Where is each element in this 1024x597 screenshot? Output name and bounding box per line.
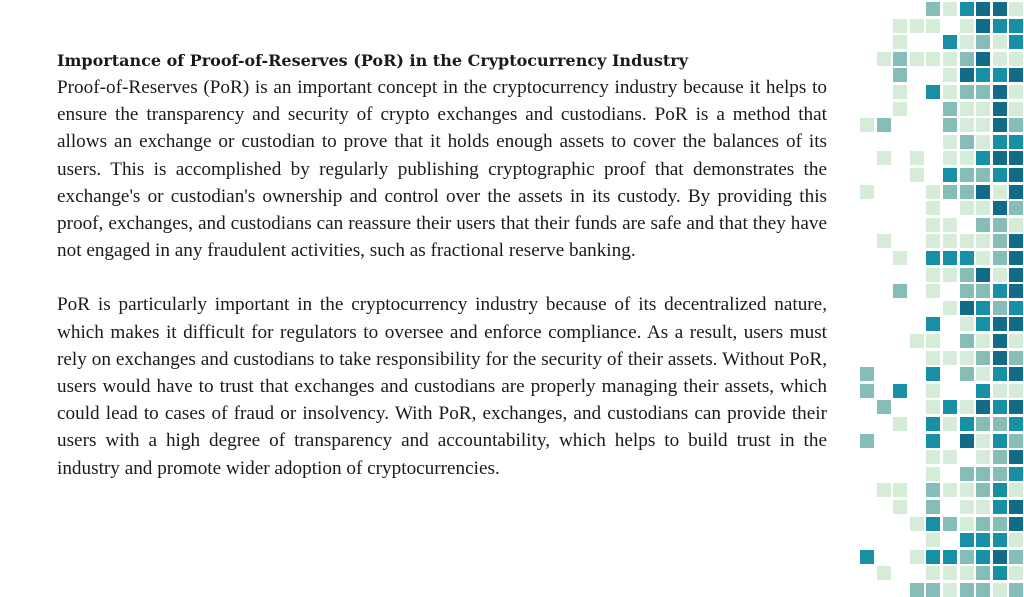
mosaic-square [893, 52, 907, 66]
mosaic-square [926, 2, 940, 16]
mosaic-square [893, 85, 907, 99]
mosaic-square [1009, 533, 1023, 547]
mosaic-square [893, 19, 907, 33]
mosaic-square [943, 185, 957, 199]
mosaic-square [960, 550, 974, 564]
mosaic-square [877, 483, 891, 497]
mosaic-square [960, 483, 974, 497]
mosaic-square [1009, 334, 1023, 348]
mosaic-square [1009, 102, 1023, 116]
mosaic-square [976, 168, 990, 182]
mosaic-square [1009, 367, 1023, 381]
mosaic-square [1009, 500, 1023, 514]
mosaic-square [943, 2, 957, 16]
mosaic-square [926, 19, 940, 33]
mosaic-square [943, 168, 957, 182]
mosaic-square [993, 317, 1007, 331]
decorative-square-mosaic [856, 0, 1024, 576]
mosaic-square [943, 417, 957, 431]
mosaic-square [1009, 566, 1023, 580]
mosaic-square [926, 566, 940, 580]
mosaic-square [926, 185, 940, 199]
mosaic-square [1009, 251, 1023, 265]
mosaic-square [976, 135, 990, 149]
mosaic-square [860, 185, 874, 199]
mosaic-square [1009, 52, 1023, 66]
mosaic-square [926, 85, 940, 99]
mosaic-square [960, 434, 974, 448]
mosaic-square [1009, 19, 1023, 33]
mosaic-square [893, 500, 907, 514]
mosaic-square [926, 400, 940, 414]
mosaic-square [943, 450, 957, 464]
mosaic-square [1009, 268, 1023, 282]
mosaic-square [976, 500, 990, 514]
mosaic-square [926, 268, 940, 282]
mosaic-square [926, 417, 940, 431]
mosaic-square [910, 168, 924, 182]
mosaic-square [976, 566, 990, 580]
mosaic-square [860, 384, 874, 398]
mosaic-square [976, 85, 990, 99]
mosaic-square [1009, 317, 1023, 331]
mosaic-square [976, 517, 990, 531]
mosaic-square [960, 135, 974, 149]
mosaic-square [976, 52, 990, 66]
mosaic-square [960, 367, 974, 381]
mosaic-square [1009, 218, 1023, 232]
mosaic-square [976, 268, 990, 282]
mosaic-square [993, 417, 1007, 431]
paragraph-2: PoR is particularly important in the cryptocurrency industry because of its decentralized nature, which makes it difficult for regulators to oversee and enforce compliance. As a result, users must rely on exchanges and custodians to take responsibility for the security of their assets. Without PoR, users would have to trust that exchanges and custodians are properly managing their assets, which could lead to cases of fraud or insolvency. With PoR, exchanges, and custodians can provide their users with a high degree of transparency and accountability, which helps to build trust in the industry and promote wider adoption of cryptocurrencies. [57, 294, 827, 479]
mosaic-square [960, 351, 974, 365]
mosaic-square [943, 85, 957, 99]
mosaic-square [993, 118, 1007, 132]
mosaic-square [1009, 85, 1023, 99]
mosaic-square [993, 517, 1007, 531]
mosaic-square [976, 334, 990, 348]
mosaic-square [1009, 417, 1023, 431]
mosaic-square [926, 434, 940, 448]
mosaic-square [993, 135, 1007, 149]
mosaic-square [993, 450, 1007, 464]
mosaic-square [993, 566, 1007, 580]
mosaic-square [893, 284, 907, 298]
mosaic-square [1009, 351, 1023, 365]
mosaic-square [943, 483, 957, 497]
mosaic-square [926, 284, 940, 298]
mosaic-square [976, 35, 990, 49]
mosaic-square [1009, 301, 1023, 315]
mosaic-square [926, 583, 940, 597]
mosaic-square [1009, 35, 1023, 49]
mosaic-square [993, 351, 1007, 365]
mosaic-square [976, 2, 990, 16]
mosaic-square [910, 583, 924, 597]
mosaic-square [960, 317, 974, 331]
mosaic-square [926, 533, 940, 547]
mosaic-square [1009, 185, 1023, 199]
mosaic-square [943, 68, 957, 82]
mosaic-square [993, 384, 1007, 398]
mosaic-square [926, 251, 940, 265]
mosaic-square [960, 52, 974, 66]
mosaic-square [993, 284, 1007, 298]
mosaic-square [926, 334, 940, 348]
mosaic-square [943, 118, 957, 132]
mosaic-square [993, 301, 1007, 315]
mosaic-square [1009, 583, 1023, 597]
mosaic-square [926, 467, 940, 481]
mosaic-square [993, 218, 1007, 232]
mosaic-square [926, 550, 940, 564]
mosaic-square [926, 384, 940, 398]
mosaic-square [1009, 168, 1023, 182]
mosaic-square [893, 384, 907, 398]
mosaic-square [976, 68, 990, 82]
mosaic-square [877, 118, 891, 132]
mosaic-square [860, 550, 874, 564]
mosaic-square [893, 251, 907, 265]
mosaic-square [993, 434, 1007, 448]
mosaic-square [976, 351, 990, 365]
mosaic-square [877, 52, 891, 66]
mosaic-square [877, 151, 891, 165]
mosaic-square [976, 417, 990, 431]
mosaic-square [976, 218, 990, 232]
mosaic-square [960, 251, 974, 265]
mosaic-square [1009, 483, 1023, 497]
mosaic-square [976, 367, 990, 381]
mosaic-square [1009, 434, 1023, 448]
mosaic-square [943, 234, 957, 248]
mosaic-square [943, 583, 957, 597]
mosaic-square [960, 35, 974, 49]
mosaic-square [943, 268, 957, 282]
mosaic-square [926, 218, 940, 232]
mosaic-square [993, 533, 1007, 547]
mosaic-square [1009, 400, 1023, 414]
mosaic-square [1009, 118, 1023, 132]
mosaic-square [976, 284, 990, 298]
mosaic-square [860, 118, 874, 132]
mosaic-square [993, 550, 1007, 564]
mosaic-square [960, 467, 974, 481]
mosaic-square [993, 168, 1007, 182]
mosaic-square [976, 483, 990, 497]
mosaic-square [976, 301, 990, 315]
mosaic-square [1009, 201, 1023, 215]
mosaic-square [993, 2, 1007, 16]
mosaic-square [893, 35, 907, 49]
mosaic-square [960, 102, 974, 116]
mosaic-square [976, 317, 990, 331]
mosaic-square [943, 52, 957, 66]
mosaic-square [960, 234, 974, 248]
mosaic-square [960, 417, 974, 431]
mosaic-square [926, 367, 940, 381]
mosaic-square [943, 351, 957, 365]
mosaic-square [877, 234, 891, 248]
mosaic-square [1009, 450, 1023, 464]
mosaic-square [926, 317, 940, 331]
mosaic-square [960, 2, 974, 16]
mosaic-square [926, 351, 940, 365]
mosaic-square [943, 550, 957, 564]
mosaic-square [943, 102, 957, 116]
mosaic-square [960, 151, 974, 165]
mosaic-square [993, 268, 1007, 282]
document-body [57, 47, 827, 482]
mosaic-square [976, 118, 990, 132]
mosaic-square [943, 566, 957, 580]
mosaic-square [976, 185, 990, 199]
mosaic-square [943, 218, 957, 232]
mosaic-square [960, 201, 974, 215]
mosaic-square [960, 301, 974, 315]
mosaic-square [943, 517, 957, 531]
mosaic-square [910, 550, 924, 564]
mosaic-square [926, 450, 940, 464]
mosaic-square [960, 583, 974, 597]
mosaic-square [960, 19, 974, 33]
mosaic-square [976, 102, 990, 116]
mosaic-square [976, 583, 990, 597]
mosaic-square [910, 334, 924, 348]
mosaic-square [1009, 68, 1023, 82]
mosaic-square [860, 367, 874, 381]
mosaic-square [960, 500, 974, 514]
mosaic-square [926, 500, 940, 514]
mosaic-square [993, 151, 1007, 165]
mosaic-square [976, 19, 990, 33]
mosaic-square [910, 19, 924, 33]
mosaic-square [976, 434, 990, 448]
mosaic-square [960, 185, 974, 199]
mosaic-square [960, 334, 974, 348]
mosaic-square [993, 500, 1007, 514]
mosaic-square [926, 517, 940, 531]
mosaic-square [1009, 234, 1023, 248]
mosaic-square [993, 19, 1007, 33]
mosaic-square [993, 251, 1007, 265]
paragraph-1: Proof-of-Reserves (PoR) is an important concept in the cryptocurrency industry because it helps to ensure the transparency and security of crypto exchanges and custodians. PoR is a method that allows an exchange or custodian to prove that it holds enough assets to cover the balances of its users. This is accomplished by regularly publishing cryptographic proof that demonstrates the exchange's or custodian's ownership and control over the assets in its custody. By providing this proof, exchanges, and custodians can reassure their users that their funds are safe and that they have not engaged in any fraudulent activities, such as fractional reserve banking. [57, 77, 827, 262]
mosaic-square [976, 400, 990, 414]
mosaic-square [960, 68, 974, 82]
mosaic-square [993, 185, 1007, 199]
mosaic-square [893, 68, 907, 82]
mosaic-square [960, 268, 974, 282]
mosaic-square [943, 301, 957, 315]
mosaic-square [926, 52, 940, 66]
mosaic-square [976, 201, 990, 215]
mosaic-square [943, 251, 957, 265]
mosaic-square [943, 400, 957, 414]
mosaic-square [1009, 2, 1023, 16]
mosaic-square [960, 118, 974, 132]
mosaic-square [926, 234, 940, 248]
mosaic-square [993, 85, 1007, 99]
mosaic-square [993, 483, 1007, 497]
mosaic-square [976, 384, 990, 398]
mosaic-square [926, 483, 940, 497]
mosaic-square [1009, 467, 1023, 481]
mosaic-square [993, 52, 1007, 66]
mosaic-square [976, 450, 990, 464]
mosaic-square [993, 400, 1007, 414]
mosaic-square [1009, 151, 1023, 165]
mosaic-square [910, 517, 924, 531]
mosaic-square [960, 284, 974, 298]
mosaic-square [976, 251, 990, 265]
mosaic-square [960, 168, 974, 182]
mosaic-square [1009, 284, 1023, 298]
mosaic-square [976, 234, 990, 248]
mosaic-square [943, 151, 957, 165]
mosaic-square [993, 367, 1007, 381]
mosaic-square [1009, 384, 1023, 398]
mosaic-square [943, 35, 957, 49]
mosaic-square [893, 102, 907, 116]
document-title: Importance of Proof-of-Reserves (PoR) in the Cryptocurrency Industry [57, 51, 689, 70]
mosaic-square [993, 35, 1007, 49]
mosaic-square [910, 151, 924, 165]
mosaic-square [993, 201, 1007, 215]
mosaic-square [993, 234, 1007, 248]
mosaic-square [960, 85, 974, 99]
mosaic-square [893, 417, 907, 431]
mosaic-square [960, 400, 974, 414]
mosaic-square [1009, 517, 1023, 531]
mosaic-square [926, 201, 940, 215]
mosaic-square [960, 533, 974, 547]
mosaic-square [993, 467, 1007, 481]
mosaic-square [960, 517, 974, 531]
mosaic-square [976, 550, 990, 564]
mosaic-square [993, 583, 1007, 597]
mosaic-square [993, 102, 1007, 116]
mosaic-square [976, 151, 990, 165]
mosaic-square [1009, 550, 1023, 564]
mosaic-square [893, 483, 907, 497]
mosaic-square [976, 467, 990, 481]
mosaic-square [960, 566, 974, 580]
mosaic-square [976, 533, 990, 547]
mosaic-square [993, 68, 1007, 82]
mosaic-square [877, 400, 891, 414]
mosaic-square [993, 334, 1007, 348]
mosaic-square [1009, 135, 1023, 149]
mosaic-square [910, 52, 924, 66]
mosaic-square [860, 434, 874, 448]
mosaic-square [877, 566, 891, 580]
mosaic-square [943, 135, 957, 149]
